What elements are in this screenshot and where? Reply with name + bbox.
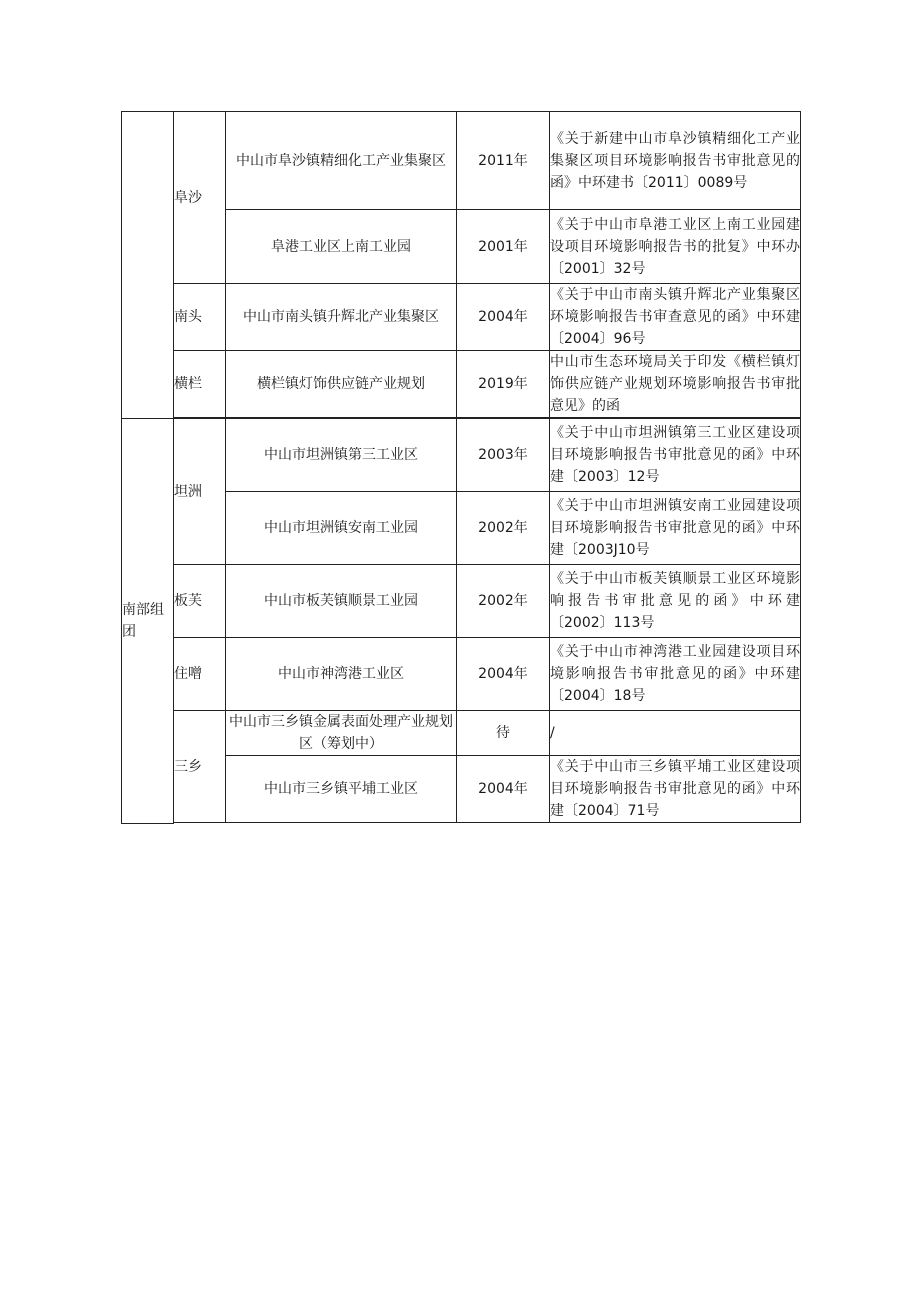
approval-ref-cell: 《关于中山市神湾港工业园建设项目环境影响报告书审批意见的函》中环建〔2004〕18号: [550, 638, 801, 711]
table-row: [122, 284, 801, 351]
industrial-zone-table: [121, 111, 801, 824]
approval-ref-cell: 《关于中山市板芙镇顺景工业区环境影响报告书审批意见的函》中环建〔2002〕113号: [550, 565, 801, 638]
table-row: [122, 419, 801, 492]
town-cell: 三乡: [174, 711, 226, 823]
approval-ref-cell: 《关于中山市三乡镇平埔工业区建设项目环境影响报告书审批意见的函》中环建〔2004〕71号: [550, 756, 801, 823]
year-cell: 2004年: [457, 638, 550, 711]
zone-name-cell: 阜港工业区上南工业园: [226, 210, 457, 284]
year-cell: 2002年: [457, 565, 550, 638]
table-row: [122, 711, 801, 756]
approval-ref-cell: 中山市生态环境局关于印发《横栏镇灯饰供应链产业规划环境影响报告书审批意见》的函: [550, 351, 801, 418]
town-cell: 坦洲: [174, 419, 226, 565]
group-cell: 南部组团: [122, 419, 174, 824]
zone-name-cell: 中山市三乡镇平埔工业区: [226, 756, 457, 823]
zone-name-cell: 中山市坦洲镇第三工业区: [226, 419, 457, 492]
zone-name-cell: 中山市南头镇升辉北产业集聚区: [226, 284, 457, 351]
year-cell: 2019年: [457, 351, 550, 418]
zone-name-cell: 中山市神湾港工业区: [226, 638, 457, 711]
year-cell: 待: [457, 711, 550, 756]
town-cell: 横栏: [174, 351, 226, 418]
year-cell: 2004年: [457, 284, 550, 351]
table-row: [122, 565, 801, 638]
town-cell: 板芙: [174, 565, 226, 638]
town-cell: 阜沙: [174, 112, 226, 284]
table-row: [122, 638, 801, 711]
zone-name-cell: 中山市三乡镇金属表面处理产业规划区（筹划中）: [226, 711, 457, 756]
table-row: [122, 351, 801, 418]
town-cell: 南头: [174, 284, 226, 351]
approval-ref-cell: 《关于新建中山市阜沙镇精细化工产业集聚区项目环境影响报告书审批意见的函》中环建书〔2011〕0089号: [550, 112, 801, 210]
spacer-row: [122, 823, 801, 824]
approval-ref-cell: 《关于中山市阜港工业区上南工业园建设项目环境影响报告书的批复》中环办〔2001〕32号: [550, 210, 801, 284]
town-cell: 住噌: [174, 638, 226, 711]
zone-name-cell: 中山市阜沙镇精细化工产业集聚区: [226, 112, 457, 210]
table-row: [122, 112, 801, 210]
year-cell: 2011年: [457, 112, 550, 210]
year-cell: 2001年: [457, 210, 550, 284]
year-cell: 2002年: [457, 492, 550, 565]
zone-name-cell: 中山市坦洲镇安南工业园: [226, 492, 457, 565]
zone-name-cell: 中山市板芙镇顺景工业园: [226, 565, 457, 638]
spacer-cell: [174, 823, 801, 824]
approval-ref-cell: 《关于中山市坦洲镇安南工业园建设项目环境影响报告书审批意见的函》中环建〔2003J10号: [550, 492, 801, 565]
group-cell: [122, 112, 174, 419]
year-cell: 2004年: [457, 756, 550, 823]
year-cell: 2003年: [457, 419, 550, 492]
approval-ref-cell: 《关于中山市南头镇升辉北产业集聚区环境影响报告书审查意见的函》中环建〔2004〕96号: [550, 284, 801, 351]
approval-ref-cell: 《关于中山市坦洲镇第三工业区建设项目环境影响报告书审批意见的函》中环建〔2003〕12号: [550, 419, 801, 492]
approval-ref-cell: /: [550, 711, 801, 756]
zone-name-cell: 横栏镇灯饰供应链产业规划: [226, 351, 457, 418]
